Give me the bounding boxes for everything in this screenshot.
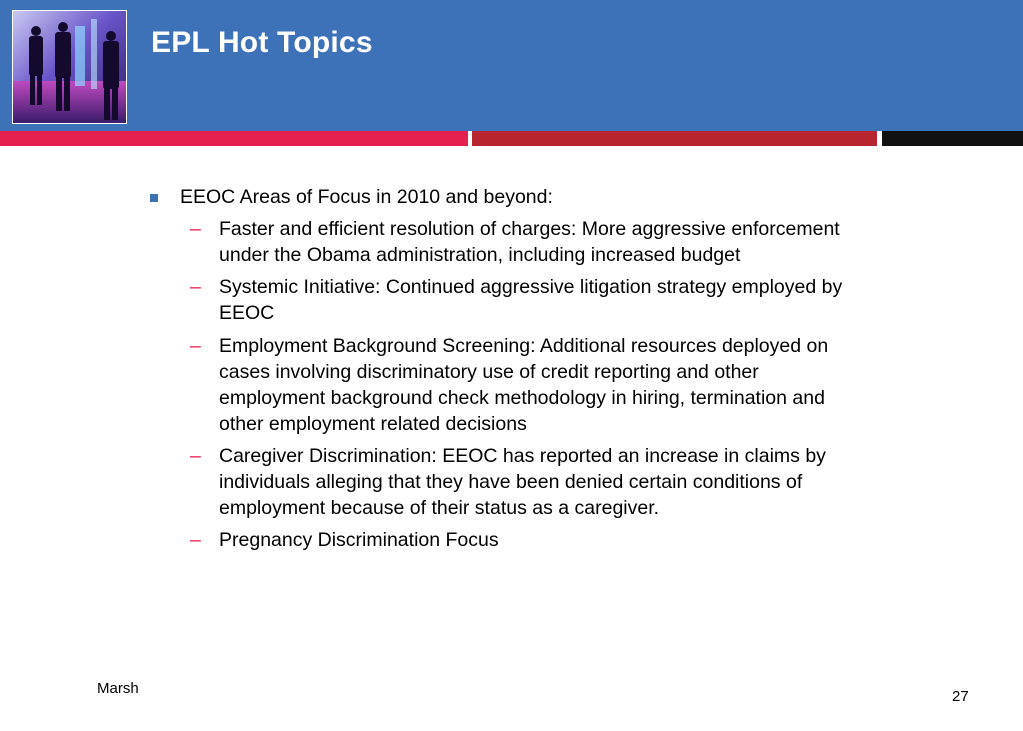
sub-bullet-line: employment background check methodology in hiring, termination and xyxy=(219,387,825,409)
dash-bullet-icon: – xyxy=(190,276,201,298)
sub-bullet-line: Employment Background Screening: Additional resources deployed on xyxy=(219,335,829,357)
sub-bullet-line: Caregiver Discrimination: EEOC has reported an increase in claims by xyxy=(219,445,826,467)
sub-bullet-2 xyxy=(190,274,939,326)
accent-stripe-black xyxy=(882,131,1023,146)
accent-stripe-pink xyxy=(0,131,468,146)
main-bullet xyxy=(180,184,553,210)
square-bullet-icon xyxy=(150,194,158,202)
sub-bullet-line: cases involving discriminatory use of credit reporting and other xyxy=(219,361,759,383)
dash-bullet-icon: – xyxy=(190,218,201,240)
sub-bullet-line: EEOC xyxy=(219,302,275,324)
sub-bullet-line: individuals alleging that they have been denied certain conditions of xyxy=(219,471,803,493)
dash-bullet-icon: – xyxy=(190,335,201,357)
dash-bullet-icon: – xyxy=(190,529,201,551)
sub-bullet-5 xyxy=(190,527,939,553)
sub-bullet-line: under the Obama administration, including increased budget xyxy=(219,244,741,266)
slide-header xyxy=(0,0,1023,131)
header-photo xyxy=(12,10,127,124)
dash-bullet-icon: – xyxy=(190,445,201,467)
sub-bullet-line: Faster and efficient resolution of charges: More aggressive enforcement xyxy=(219,218,840,240)
sub-bullet-4 xyxy=(190,443,939,521)
sub-bullet-line: other employment related decisions xyxy=(219,413,527,435)
page-number: 27 xyxy=(952,688,969,705)
main-bullet-text: EEOC Areas of Focus in 2010 and beyond: xyxy=(180,186,553,208)
sub-bullet-1 xyxy=(190,216,939,268)
sub-bullet-3 xyxy=(190,333,939,437)
accent-stripe-red xyxy=(472,131,877,146)
sub-bullet-line: Systemic Initiative: Continued aggressive litigation strategy employed by xyxy=(219,276,843,298)
slide-title: EPL Hot Topics xyxy=(151,26,373,59)
footer-company: Marsh xyxy=(97,680,139,697)
sub-bullet-line: employment because of their status as a caregiver. xyxy=(219,497,660,519)
sub-bullet-line: Pregnancy Discrimination Focus xyxy=(219,529,499,551)
